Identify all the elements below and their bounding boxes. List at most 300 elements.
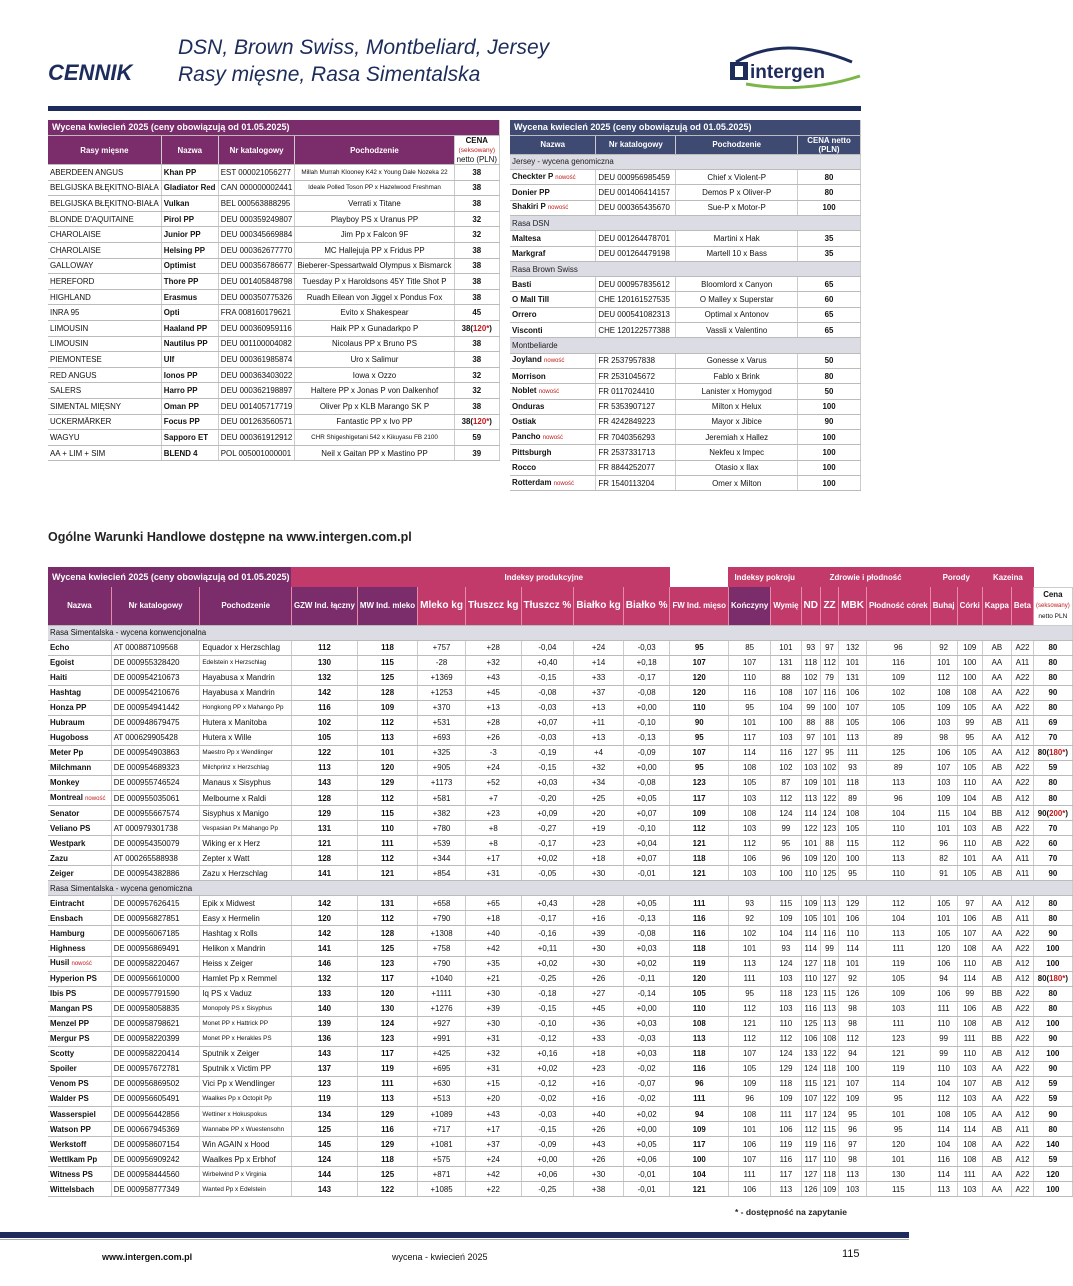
table-cell: 116 — [866, 655, 930, 670]
table-cell: 113 — [866, 775, 930, 790]
table-cell: A22 — [1011, 1182, 1033, 1197]
price-close: ) — [489, 417, 492, 427]
table-cell: AA — [982, 1107, 1011, 1122]
table-cell: +1276 — [418, 1001, 466, 1016]
table-row — [48, 1122, 1072, 1137]
table-cell: +15 — [465, 1076, 521, 1091]
table-cell: 114 — [839, 941, 867, 956]
table-cell: -3 — [465, 745, 521, 760]
table-cell: Nautilus PP — [161, 336, 218, 352]
group-header: Indeksy produkcyjne — [418, 567, 670, 587]
new-badge: nowość — [547, 205, 569, 212]
table-row — [510, 323, 861, 338]
table-cell: Wiking er x Herz — [200, 836, 292, 851]
table-cell: 111 — [670, 896, 728, 911]
table-row — [48, 775, 1072, 790]
table-cell: Focus PP — [161, 414, 218, 430]
table-cell: 117 — [357, 971, 417, 986]
table-cell: 121 — [357, 866, 417, 881]
table-cell: BEL 000563888295 — [218, 196, 295, 212]
table-cell: A11 — [1011, 715, 1033, 730]
table-cell: +27 — [574, 986, 623, 1001]
table-cell: +871 — [418, 1167, 466, 1182]
table-cell: SIMENTAL MIĘSNY — [48, 399, 161, 415]
table-cell: 60 — [1034, 836, 1073, 851]
table-row — [48, 1167, 1072, 1182]
table-cell: BLEND 4 — [161, 445, 218, 461]
table-cell: 108 — [957, 1137, 982, 1152]
table-cell: 121 — [670, 866, 728, 881]
table-cell: 109 — [839, 1091, 867, 1106]
table-cell: 101 — [839, 956, 867, 971]
table-cell: 123 — [357, 1031, 417, 1046]
table-cell: 121 — [728, 1016, 770, 1031]
table-cell: Hayabusa x Mandrin — [200, 685, 292, 700]
table-cell: 101 — [728, 1122, 770, 1137]
table-cell: +65 — [465, 896, 521, 911]
table-cell: 112 — [728, 836, 770, 851]
table-cell: -0,08 — [521, 685, 574, 700]
table-cell: +4 — [574, 745, 623, 760]
table-cell: 88 — [820, 715, 838, 730]
table-cell: -0,12 — [521, 1076, 574, 1091]
table-cell: +26 — [574, 1122, 623, 1137]
table-cell: +32 — [465, 1046, 521, 1061]
table-cell: +0,07 — [623, 851, 670, 866]
table-cell: 103 — [771, 971, 801, 986]
table-cell: 106 — [930, 745, 957, 760]
table-cell: AT 000979301738 — [111, 821, 200, 836]
col-header: Rasy mięsne — [48, 136, 161, 165]
table-cell: 102 — [820, 760, 838, 775]
table-cell: 111 — [728, 971, 770, 986]
table-cell: 95 — [957, 730, 982, 745]
bull-name-text: Basti — [512, 279, 532, 289]
table-cell: MC Hallejuja PP x Fridus PP — [295, 243, 454, 259]
intergen-logo — [724, 40, 864, 92]
table-row — [510, 430, 861, 445]
table-cell: A12 — [1011, 1076, 1033, 1091]
catalog-number: FR 2537957838 — [596, 353, 676, 368]
table-cell: 117 — [801, 1152, 820, 1167]
table-cell: +17 — [465, 1122, 521, 1137]
table-row — [48, 383, 500, 399]
bull-name-text: Checkter P — [512, 171, 554, 181]
bull-name-text: Hugoboss — [50, 733, 89, 743]
table-cell: 113 — [670, 1031, 728, 1046]
table-row — [48, 321, 500, 337]
table-cell: Verrati x Titane — [295, 196, 454, 212]
table-cell: AB — [982, 956, 1011, 971]
table-cell: 102 — [291, 715, 357, 730]
header-divider — [48, 106, 861, 111]
price-close: ) — [1065, 808, 1069, 818]
bull-name — [510, 200, 596, 215]
table-cell: 103 — [957, 821, 982, 836]
table-row — [510, 200, 861, 215]
table-cell: Hayabusa x Mandrin — [200, 670, 292, 685]
table-cell: 70 — [1034, 821, 1073, 836]
table-cell: Iq PS x Vaduz — [200, 986, 292, 1001]
table-cell: Waalkes Pp x Octopit Pp — [200, 1091, 292, 1106]
table-cell: 113 — [866, 926, 930, 941]
table-row — [510, 384, 861, 399]
table-cell: 140 — [1034, 1137, 1073, 1152]
bull-name — [510, 399, 596, 414]
table-cell: Uro x Salimur — [295, 352, 454, 368]
table-cell: +0,02 — [521, 851, 574, 866]
table-cell: AB — [982, 1001, 1011, 1016]
bull-name-text: Meter Pp — [50, 748, 84, 758]
table-cell: Bieberer-Spessartwald Olympus x Bismarck — [295, 258, 454, 274]
table-cell: -0,08 — [623, 775, 670, 790]
bull-name-text: Wittelsbach — [50, 1184, 95, 1194]
bull-name — [48, 760, 111, 775]
table-cell: 101 — [728, 715, 770, 730]
table-cell: 106 — [728, 1137, 770, 1152]
table-cell: 96 — [670, 1076, 728, 1091]
table-cell: 129 — [357, 775, 417, 790]
table-cell: DE 000667945369 — [111, 1122, 200, 1137]
table-cell: 100 — [771, 866, 801, 881]
table-cell: +0,03 — [623, 1046, 670, 1061]
table-cell: +758 — [418, 941, 466, 956]
table-cell: 90 — [1034, 685, 1073, 700]
table-cell: 59 — [1034, 1076, 1073, 1091]
table-cell: 98 — [930, 730, 957, 745]
table-row — [48, 1031, 1072, 1046]
table-row — [48, 430, 500, 446]
table-cell: +19 — [574, 821, 623, 836]
table-row — [48, 866, 1072, 881]
table-cell: AA — [982, 851, 1011, 866]
table-cell: AB — [982, 836, 1011, 851]
table-cell: +43 — [465, 670, 521, 685]
table-cell: DE 000956869502 — [111, 1076, 200, 1091]
table-cell: 118 — [670, 941, 728, 956]
price-value: 38( — [461, 323, 474, 333]
table-cell: Optimist — [161, 258, 218, 274]
bull-name-text: Werkstoff — [50, 1139, 87, 1149]
table-row — [510, 307, 861, 322]
table-row — [48, 274, 500, 290]
price: 100 — [798, 430, 861, 445]
table-cell: 123 — [820, 821, 838, 836]
table-cell: 103 — [771, 730, 801, 745]
table-cell: 137 — [291, 1061, 357, 1076]
catalog-number: FR 2537331713 — [596, 445, 676, 460]
table-cell: 132 — [839, 640, 867, 655]
bull-name-text: Haiti — [50, 673, 68, 683]
table-cell: 121 — [670, 1182, 728, 1197]
table-row — [48, 956, 1072, 971]
table-cell: 142 — [291, 685, 357, 700]
table-cell: 105 — [839, 821, 867, 836]
table-cell: A12 — [1011, 791, 1033, 806]
bull-name-text: Markgraf — [512, 249, 546, 259]
new-badge: nowość — [542, 434, 564, 441]
table-cell: 80 — [1034, 640, 1073, 655]
table-cell: Melbourne x Raldi — [200, 791, 292, 806]
table-cell: -0,16 — [521, 926, 574, 941]
col-header: Pochodzenie — [200, 587, 292, 625]
table-cell: Haik PP x Gunadarkpo P — [295, 321, 454, 337]
table-cell: 111 — [728, 1167, 770, 1182]
table-cell: +991 — [418, 1031, 466, 1046]
table-cell: 89 — [839, 791, 867, 806]
table-row — [48, 258, 500, 274]
bull-name — [48, 1001, 111, 1016]
table-cell: 90 — [1034, 1031, 1073, 1046]
table-cell: 124 — [820, 806, 838, 821]
table-caption: Wycena kwiecień 2025 (ceny obowiązują od 01.05.2025) — [48, 567, 291, 587]
pedigree: Bloomlord x Canyon — [676, 277, 798, 292]
bull-name-text: Onduras — [512, 402, 545, 412]
table-cell: 103 — [728, 866, 770, 881]
table-cell: A22 — [1011, 941, 1033, 956]
bull-name-text: Shakiri P — [512, 202, 546, 212]
col-header: Nr katalogowy — [596, 135, 676, 154]
pedigree: Martell 10 x Bass — [676, 246, 798, 261]
bull-name — [510, 170, 596, 185]
bull-name — [48, 1016, 111, 1031]
table-cell: 120 — [670, 670, 728, 685]
table-row — [510, 292, 861, 307]
table-cell: 105 — [670, 986, 728, 1001]
table-cell: 118 — [670, 1046, 728, 1061]
table-cell: 118 — [771, 986, 801, 1001]
table-cell: A22 — [1011, 821, 1033, 836]
table-cell: 119 — [801, 1137, 820, 1152]
table-cell: 99 — [957, 715, 982, 730]
table-cell: 103 — [728, 791, 770, 806]
table-row — [48, 986, 1072, 1001]
bull-name — [48, 821, 111, 836]
table-cell: DE 000957626415 — [111, 896, 200, 911]
bull-name — [510, 246, 596, 261]
table-cell: AT 000887109568 — [111, 640, 200, 655]
table-cell: 106 — [866, 715, 930, 730]
table-cell: A12 — [1011, 730, 1033, 745]
table-cell: DE 000956605491 — [111, 1091, 200, 1106]
table-cell: +31 — [465, 1031, 521, 1046]
table-cell: AA — [982, 775, 1011, 790]
table-cell: 126 — [801, 1182, 820, 1197]
table-cell: 112 — [866, 896, 930, 911]
table-cell: 142 — [291, 926, 357, 941]
table-cell: +30 — [574, 866, 623, 881]
bull-name — [48, 941, 111, 956]
bull-name — [510, 445, 596, 460]
table-cell: Hamlet Pp x Remmel — [200, 971, 292, 986]
table-row — [48, 227, 500, 243]
bull-name — [48, 911, 111, 926]
table-cell: Sapporo ET — [161, 430, 218, 446]
table-cell: 105 — [957, 745, 982, 760]
bull-name — [48, 745, 111, 760]
bull-name-text: Egoist — [50, 658, 75, 668]
table-cell: 101 — [866, 1107, 930, 1122]
table-cell: 107 — [801, 1091, 820, 1106]
table-cell: 99 — [771, 821, 801, 836]
table-cell: Ruadh Eilean von Jiggel x Pondus Fox — [295, 289, 454, 305]
bull-name-text: Menzel PP — [50, 1019, 90, 1029]
table-cell: Jim Pp x Falcon 9F — [295, 227, 454, 243]
table-cell: +43 — [465, 1107, 521, 1122]
table-cell: 109 — [728, 1076, 770, 1091]
table-cell: 115 — [839, 836, 867, 851]
price-label: Cena — [1043, 590, 1063, 599]
bull-name — [48, 715, 111, 730]
table-cell: Thore PP — [161, 274, 218, 290]
bull-name-text: Wasserspiel — [50, 1109, 96, 1119]
table-cell: +425 — [418, 1046, 466, 1061]
table-cell: -0,01 — [623, 1167, 670, 1182]
catalog-number: DEU 001406414157 — [596, 185, 676, 200]
col-header: MBK — [839, 587, 867, 625]
table-cell: 110 — [801, 866, 820, 881]
bull-name — [48, 791, 111, 806]
table-cell: +854 — [418, 866, 466, 881]
table-cell: 118 — [357, 1152, 417, 1167]
table-cell: 107 — [957, 1076, 982, 1091]
table-row — [48, 911, 1072, 926]
table-cell: +37 — [574, 685, 623, 700]
table-cell: DE 000957672781 — [111, 1061, 200, 1076]
table-cell: Sisyphus x Manigo — [200, 806, 292, 821]
table-cell: 116 — [820, 926, 838, 941]
table-cell: 129 — [357, 1137, 417, 1152]
section-row — [510, 154, 861, 169]
table-cell: 95 — [728, 986, 770, 1001]
table-row — [48, 670, 1072, 685]
table-cell: 123 — [866, 1031, 930, 1046]
table-cell: Vespasian Px Mahango Pp — [200, 821, 292, 836]
table-cell: DE 000954210673 — [111, 670, 200, 685]
bull-name — [510, 307, 596, 322]
table-cell: DEU 000361985874 — [218, 352, 295, 368]
bull-name-text: Echo — [50, 643, 70, 653]
price-value: 38( — [461, 417, 474, 427]
table-cell: 100 — [839, 1061, 867, 1076]
table-cell: 112 — [291, 640, 357, 655]
bull-name-text: O Mall Till — [512, 295, 550, 305]
col-header: Tłuszcz kg — [465, 587, 521, 625]
table-cell: HEREFORD — [48, 274, 161, 290]
table-cell: +531 — [418, 715, 466, 730]
table-cell: 129 — [771, 1061, 801, 1076]
table-cell: 92 — [839, 971, 867, 986]
table-cell: 110 — [957, 1046, 982, 1061]
table-row — [510, 231, 861, 246]
bull-name-text: Mangan PS — [50, 1004, 93, 1014]
table-cell: +24 — [465, 1152, 521, 1167]
table-cell: 120 — [820, 851, 838, 866]
table-cell: 32 — [454, 211, 499, 227]
table-cell: 121 — [866, 1046, 930, 1061]
table-cell: 95 — [866, 1122, 930, 1137]
price: 65 — [798, 323, 861, 338]
table-cell: DE 000956869491 — [111, 941, 200, 956]
price: 100 — [798, 399, 861, 414]
table-cell: Waalkes Pp x Erbhof — [200, 1152, 292, 1167]
bull-name — [48, 851, 111, 866]
table-cell: 99 — [820, 941, 838, 956]
table-cell: 93 — [771, 941, 801, 956]
table-cell: Heiss x Zeiger — [200, 956, 292, 971]
table-cell: AA — [982, 896, 1011, 911]
table-cell: GALLOWAY — [48, 258, 161, 274]
table-cell: LIMOUSIN — [48, 321, 161, 337]
table-row — [48, 745, 1072, 760]
table-cell: 110 — [866, 821, 930, 836]
table-cell: AA — [982, 700, 1011, 715]
bull-name — [48, 1182, 111, 1197]
table-cell: 109 — [801, 896, 820, 911]
table-cell: 112 — [357, 911, 417, 926]
col-header: Białko kg — [574, 587, 623, 625]
group-header: Kazeina — [982, 567, 1033, 587]
table-cell: Win AGAIN x Hood — [200, 1137, 292, 1152]
table-cell: +0,43 — [521, 896, 574, 911]
table-cell: +39 — [574, 926, 623, 941]
table-cell: 99 — [930, 1031, 957, 1046]
table-cell: Haaland PP — [161, 321, 218, 337]
col-header: ND — [801, 587, 820, 625]
table-cell: 105 — [839, 715, 867, 730]
table-cell: 122 — [291, 745, 357, 760]
table-cell: 108 — [839, 806, 867, 821]
new-badge: nowość — [553, 480, 575, 487]
table-cell: 102 — [801, 670, 820, 685]
col-header: CENA (seksowany) netto (PLN) — [454, 136, 499, 165]
table-cell: 101 — [357, 745, 417, 760]
table-cell: 126 — [839, 986, 867, 1001]
table-row — [510, 246, 861, 261]
table-cell: 116 — [670, 1061, 728, 1076]
table-cell: 110 — [820, 1152, 838, 1167]
table-cell: -0,15 — [521, 670, 574, 685]
price-sexed: 180* — [1049, 974, 1066, 984]
pedigree: Sue-P x Motor-P — [676, 200, 798, 215]
table-cell: +38 — [574, 1182, 623, 1197]
table-cell: 114 — [801, 926, 820, 941]
table-cell: +35 — [465, 956, 521, 971]
table-cell: +22 — [465, 1182, 521, 1197]
pedigree: Fablo x Brink — [676, 368, 798, 383]
table-cell: 89 — [866, 730, 930, 745]
terms-link-text: Ogólne Warunki Handlowe dostępne na www.intergen.com.pl — [48, 530, 412, 544]
table-cell: CHAROLAISE — [48, 243, 161, 259]
table-cell: 96 — [866, 640, 930, 655]
table-cell: 93 — [801, 640, 820, 655]
table-cell: Helsing PP — [161, 243, 218, 259]
table-cell: 38 — [454, 352, 499, 368]
table-cell: 114 — [957, 1122, 982, 1137]
table-caption: Wycena kwiecień 2025 (ceny obowiązują od 01.05.2025) — [510, 120, 861, 135]
footer-url: www.intergen.com.pl — [102, 1252, 193, 1262]
table-cell: +25 — [574, 791, 623, 806]
table-cell: 105 — [866, 971, 930, 986]
new-badge: nowość — [555, 174, 576, 181]
pedigree: Demos P x Oliver-P — [676, 185, 798, 200]
table-row — [48, 1107, 1072, 1122]
price: 65 — [798, 307, 861, 322]
table-cell: 119 — [866, 1061, 930, 1076]
table-cell: 96 — [728, 1091, 770, 1106]
col-header: Płodność córek — [866, 587, 930, 625]
table-cell: 113 — [291, 760, 357, 775]
